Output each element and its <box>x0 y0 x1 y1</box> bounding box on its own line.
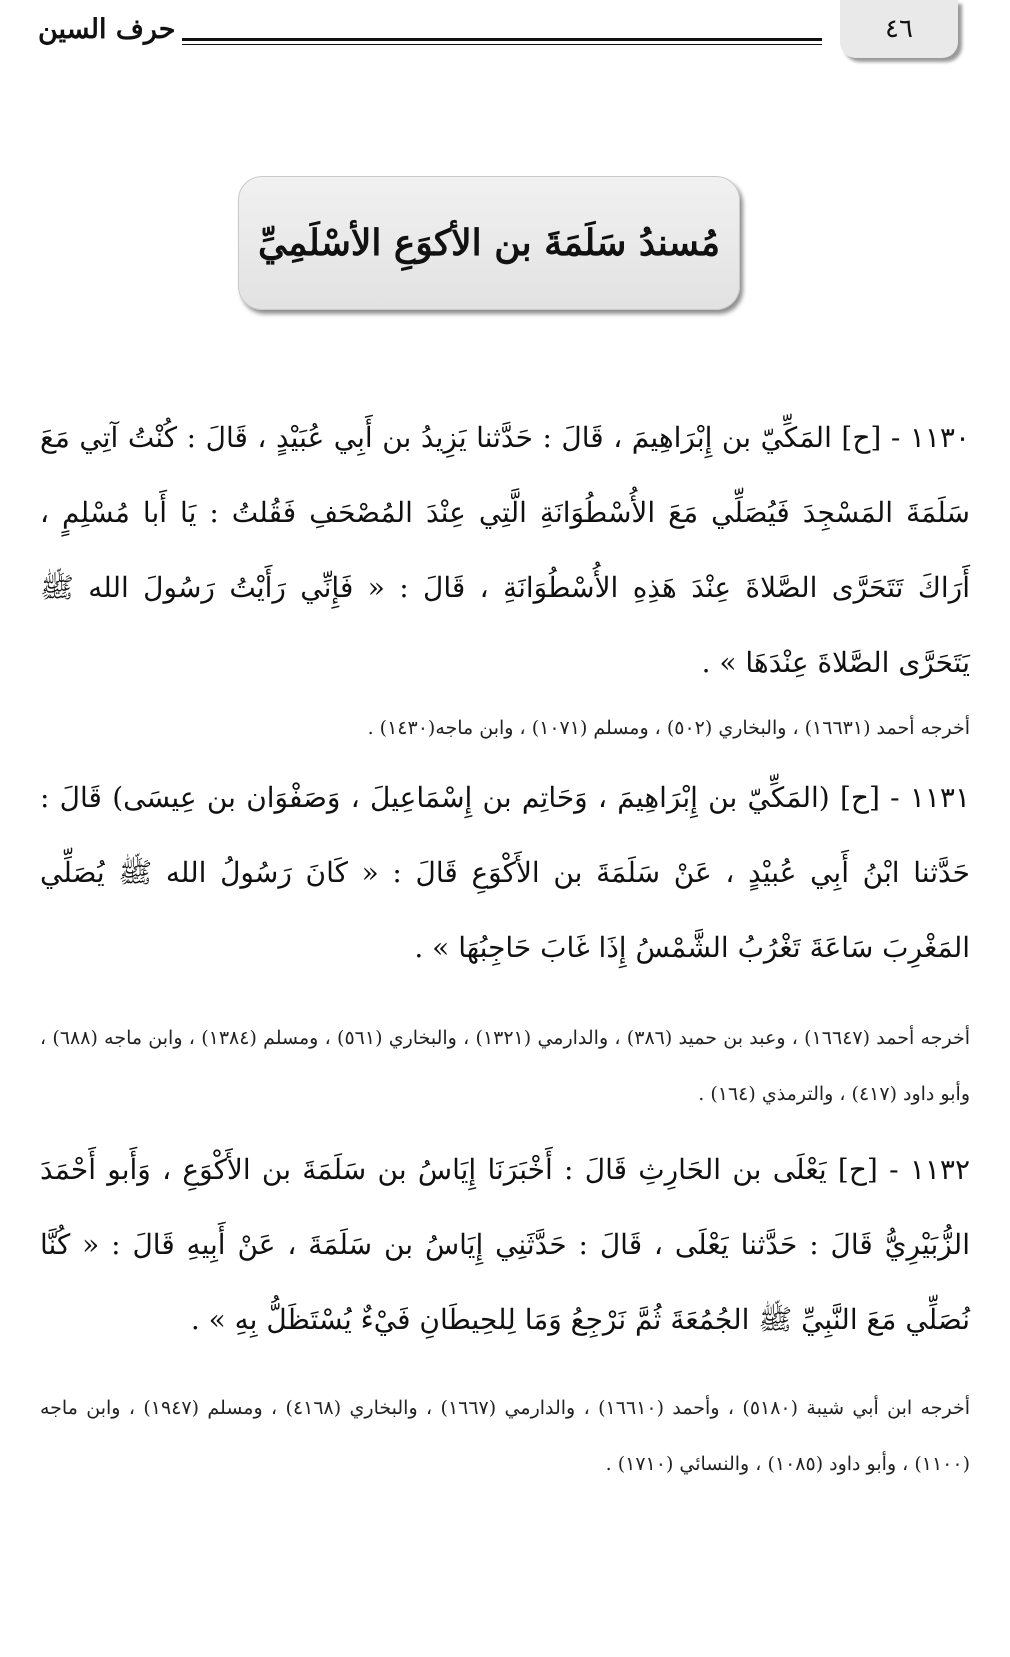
hadith-1131-takhrij: أخرجه أحمد (١٦٦٤٧) ، وعبد بن حميد (٣٨٦) ، والدارمي (١٣٢١) ، والبخاري (٥٦١) ، ومسلم (١٣٨٤) ، وابن ماجه (٦٨٨) ، وأبو داود (٤١٧) ، والترمذي (١٦٤) . <box>40 1027 971 1105</box>
running-title: حرف السين <box>38 14 176 45</box>
hadith-1131-text: ١١٣١ - [ح] (المَكِّيّ بن إِبْرَاهِيمَ ، وَحَاتِم بن إِسْمَاعِيلَ ، وَصَفْوَان بن عِيسَى) قَالَ : حَدَّثنا ابْنُ أَبِي عُبيْدٍ ، عَنْ سَلَمَةَ بن الأَكْوَعِ قَالَ : « كَانَ رَسُولُ الله ﷺ يُصَلِّي المَغْرِبَ سَاعَةَ تَغْرُبُ الشَّمْسُ إِذَا غَابَ حَاجِبُهَا » . <box>40 781 970 964</box>
hadith-1130-takhrij: أخرجه أحمد (١٦٦٣١) ، والبخاري (٥٠٢) ، ومسلم (١٠٧١) ، وابن ماجه(١٤٣٠) . <box>367 717 970 739</box>
header-rule <box>182 38 822 45</box>
section-title: مُسندُ سَلَمَةَ بن الأكوَعِ الأسْلَمِيِّ <box>238 176 740 310</box>
hadith-1132-takhrij: أخرجه ابن أبي شيبة (٥١٨٠) ، وأحمد (١٦٦١٠) ، والدارمي (١٦٦٧) ، والبخاري (٤١٦٨) ، ومسلم (١٩٤٧) ، وابن ماجه (١١٠٠) ، وأبو داود (١٠٨٥) ، والنسائي (١٧١٠) . <box>40 1397 970 1475</box>
page-number: ٤٦ <box>840 0 958 58</box>
hadith-1132-text: ١١٣٢ - [ح] يَعْلَى بن الحَارِثِ قَالَ : أَخْبَرَنَا إِيَاسُ بن سَلَمَةَ بن الأَكْوَعِ ، وَأَبو أَحْمَدَ الزُّبَيْرِيُّ قَالَ : حَدَّثنا يَعْلَى ، قَالَ : حَدَّثَنِي إِيَاسُ بن سَلَمَةَ ، عَنْ أَبِيهِ قَالَ : « كُنَّا نُصَلِّي مَعَ النَّبِيِّ ﷺ الجُمُعَةَ ثُمَّ نَرْجِعُ وَمَا لِلحِيطَانِ فَيْءٌ يُسْتَظَلُّ بِهِ » . <box>40 1153 970 1336</box>
page-header <box>0 0 1010 70</box>
hadith-1130-text: ١١٣٠ - [ح] المَكِّيّ بن إِبْرَاهِيمَ ، قَالَ : حَدَّثنا يَزِيدُ بن أَبِي عُبَيْدٍ ، قَالَ : كُنْتُ آتِي مَعَ سَلَمَةَ المَسْجِدَ فَيُصَلِّي مَعَ الأُسْطُوَانَةِ الَّتِي عِنْدَ المُصْحَفِ فَقُلتُ : يَا أَبا مُسْلِمٍ ، أَرَاكَ تَتَحَرَّى الصَّلاةَ عِنْدَ هَذِهِ الأُسْطُوَانَةِ ، قَالَ : « فَإِنِّي رَأَيْتُ رَسُولَ الله ﷺ يَتَحَرَّى الصَّلاةَ عِنْدَهَا » . <box>40 421 970 679</box>
